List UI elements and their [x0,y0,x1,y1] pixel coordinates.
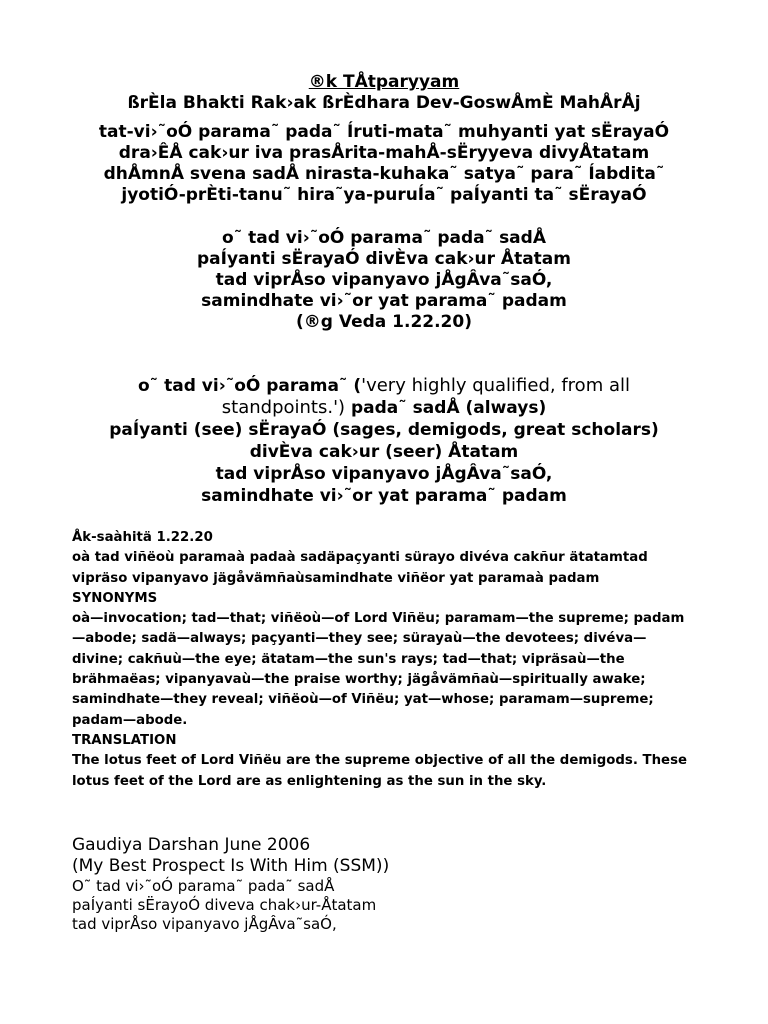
verse-line: tad viprÅso vipanyavo jÅgÂva˜saÓ, [215,270,553,290]
verse-line: samindhate vi›˜or yat parama˜ padam [201,486,567,506]
document-title: ®k TÅtparyyam [308,72,460,92]
annotated-verse-line-1 [0,375,768,397]
author-line: ßrÈla Bhakti Rak›ak ßrÈdhara Dev-GoswÅmÈ MahÅrÅj [127,93,641,113]
verse-line: tat-vi›˜oÓ parama˜ pada˜ Íruti-mata˜ muhyanti yat sËrayaÓ [98,122,670,142]
verse-line: paÍyanti sËrayaÓ divÈva cak›ur Åtatam [197,249,571,269]
annotated-verse-line-2 [0,397,768,419]
verse-line: dra›ÊÅ cak›ur iva prasÅrita-mahÅ-sËryyeva divyÅtatam [118,143,650,163]
verse-fragment: o˜ tad vi›˜oÓ parama˜ ( [138,376,362,396]
samhita-verse-text: oà tad viñëoù paramaà padaà sadäpaçyanti sürayo divéva cakñur ätatamtad vipräso vipanyavo jägåvämñaùsamindhate viñëor yat paramaà padam [72,550,648,586]
annotated-verse [0,375,768,507]
synonyms-text: oà—invocation; tad—that; viñëoù—of Lord Viñëu; paramam—the supreme; padam—abode; sadä—always; paçyanti—they see; sürayaù—the devotees; divéva—divine; cakñuù—the eye; ätatam—the sun's rays; tad—that; vipräsaù—the brähmaëas; vipanyavaù—the praise worthy; jägåvämñaù—spiritually awake; samindhate—they reveal; viñëoù—of Viñëu; yat—whose; paramam—supreme; padam—abode. [72,611,685,728]
verse-line: jyotiÓ-prÈti-tanu˜ hira˜ya-puruÍa˜ paÍyanti ta˜ sËrayaÓ [121,185,647,205]
verse-fragment: pada˜ sadÅ (always) [345,398,547,418]
verse-line: paÍyanti sËrayoÓ diveva chak›ur-Åtatam [72,896,377,914]
verse-line: o˜ tad vi›˜oÓ parama˜ pada˜ sadÅ [222,228,546,248]
verse-line: O˜ tad vi›˜oÓ parama˜ pada˜ sadÅ [72,877,335,895]
translation-heading: TRANSLATION [72,732,177,748]
samhita-heading: Åk-saàhitä 1.22.20 [72,530,213,545]
translation-text: The lotus feet of Lord Viñëu are the supreme objective of all the demigods. These lotus feet of the Lord are as enlightening as the sun in the sky. [72,753,688,789]
verse-line: tad viprÅso vipanyavo jÅgÂva˜saÓ, [72,915,337,933]
verse-line: samindhate vi›˜or yat parama˜ padam [201,291,567,311]
verse-line: dhÅmnÅ svena sadÅ nirasta-kuhaka˜ satya˜ para˜ Íabdita˜ [103,164,665,184]
verse-reference: (®g Veda 1.22.20) [295,312,472,332]
gaudiya-heading: Gaudiya Darshan June 2006 [72,835,311,855]
verse-line: paÍyanti (see) sËrayaÓ (sages, demigods, great scholars) [109,420,659,440]
sanskrit-verse-2 [0,228,768,333]
gaudiya-section [72,835,692,934]
title-block [0,72,768,114]
verse-line: divÈva cak›ur (seer) Åtatam [249,442,519,462]
verse-gloss: standpoints.') [221,397,346,418]
samhita-section [72,528,692,792]
sanskrit-verse-1 [0,122,768,206]
verse-line: tad viprÅso vipanyavo jÅgÂva˜saÓ, [215,464,553,484]
gaudiya-subheading: (My Best Prospect Is With Him (SSM)) [72,856,390,876]
synonyms-heading: SYNONYMS [72,590,158,606]
verse-gloss: 'very highly qualified, from all [361,375,630,396]
